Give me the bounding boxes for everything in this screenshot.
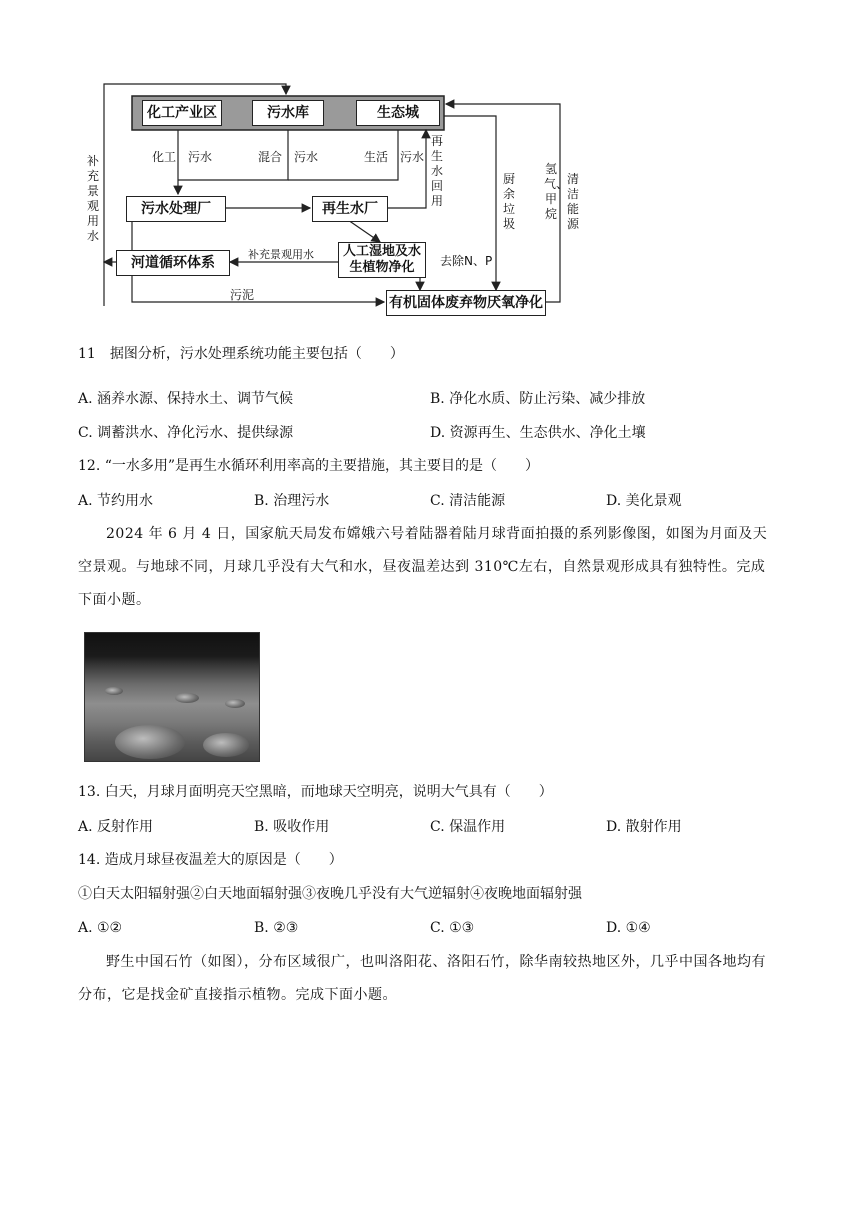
- label-remove-np: 去除N、P: [440, 254, 493, 268]
- label-chem-sewage: 化工 污水: [152, 150, 213, 164]
- q13-option-a: A. 反射作用: [78, 819, 154, 835]
- crater-shape: [175, 693, 199, 703]
- q14-stem: 14. 造成月球昼夜温差大的原因是（ ）: [78, 852, 343, 868]
- box-chem-zone: 化工产业区: [142, 100, 222, 126]
- q11-option-a: A. 涵养水源、保持水土、调节气候: [78, 391, 294, 407]
- box-river-system: 河道循环体系: [116, 250, 230, 276]
- q12-option-b: B. 治理污水: [254, 493, 330, 509]
- q11-option-d: D. 资源再生、生态供水、净化土壤: [430, 425, 646, 441]
- moon-surface-photo: [84, 632, 260, 762]
- q12-option-a: A. 节约用水: [78, 493, 154, 509]
- q13-option-b: B. 吸收作用: [254, 819, 330, 835]
- label-kitchen: 厨余垃圾: [502, 172, 515, 231]
- crater-shape: [115, 725, 185, 759]
- q14-option-d: D. ①④: [606, 920, 651, 936]
- label-gas: 氢气、甲烷: [544, 162, 569, 221]
- q11-option-c: C. 调蓄洪水、净化污水、提供绿源: [78, 425, 294, 441]
- crater-shape: [203, 733, 249, 757]
- passage-moon: 2024 年 6 月 4 日，国家航天局发布嫦娥六号着陆器着陆月球背面拍摄的系列影像图，如图为月面及天空景观。与地球不同，月球几乎没有大气和水，昼夜温差达到 310℃左右，自然景观形成具有独特性。完成下面小题。: [78, 526, 768, 608]
- q12-option-d: D. 美化景观: [606, 493, 682, 509]
- label-landscape-mid: 补充景观用水: [248, 248, 314, 261]
- q13-option-d: D. 散射作用: [606, 819, 682, 835]
- box-eco-city: 生态城: [356, 100, 440, 126]
- box-recycled-plant: 再生水厂: [312, 196, 388, 222]
- q14-option-b: B. ②③: [254, 920, 299, 936]
- box-anaerobic: 有机固体废弃物厌氧净化: [386, 290, 546, 316]
- label-clean-energy: 清洁能源: [566, 172, 579, 231]
- q13-option-c: C. 保温作用: [430, 819, 506, 835]
- label-sludge: 污泥: [230, 288, 255, 302]
- label-reuse: 再生水回用: [430, 134, 443, 208]
- q12-option-c: C. 清洁能源: [430, 493, 506, 509]
- label-landscape-left: 补充景观用水: [86, 154, 99, 243]
- q14-option-c: C. ①③: [430, 920, 475, 936]
- box-wetland: 人工湿地及水生植物净化: [338, 242, 426, 278]
- crater-shape: [225, 699, 245, 708]
- box-treatment-plant: 污水处理厂: [126, 196, 226, 222]
- label-mixed-sewage: 混合 污水: [258, 150, 319, 164]
- passage-dianthus: 野生中国石竹（如图），分布区域很广，也叫洛阳花、洛阳石竹，除华南较热地区外，几乎中国各地均有分布，它是找金矿直接指示植物。完成下面小题。: [78, 954, 766, 1003]
- label-life-sewage: 生活 污水: [364, 150, 425, 164]
- q14-option-a: A. ①②: [78, 920, 123, 936]
- wastewater-flow-diagram: [80, 76, 580, 322]
- q14-items: ①白天太阳辐射强②白天地面辐射强③夜晚几乎没有大气逆辐射④夜晚地面辐射强: [78, 886, 582, 902]
- crater-shape: [105, 687, 123, 695]
- q13-stem: 13. 白天，月球月面明亮天空黑暗，而地球天空明亮，说明大气具有（ ）: [78, 784, 553, 800]
- q11-stem: 11 据图分析，污水处理系统功能主要包括（ ）: [78, 346, 404, 362]
- q11-option-b: B. 净化水质、防止污染、减少排放: [430, 391, 646, 407]
- q12-stem: 12. “一水多用”是再生水循环利用率高的主要措施，其主要目的是（ ）: [78, 458, 540, 474]
- box-sewage-pool: 污水库: [252, 100, 324, 126]
